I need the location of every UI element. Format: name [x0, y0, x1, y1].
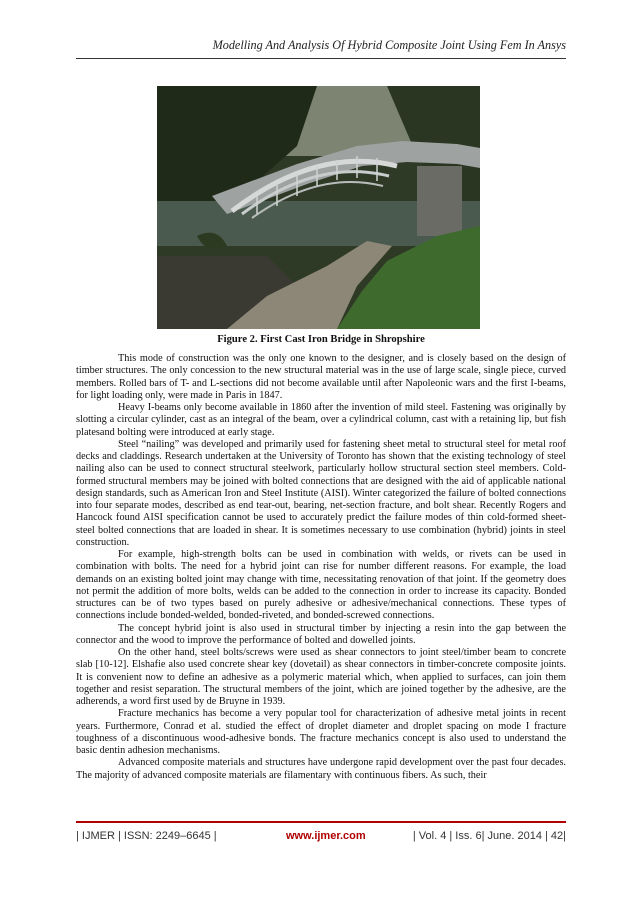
bridge-illustration	[157, 86, 480, 329]
body-text	[76, 353, 566, 782]
header-rule	[76, 58, 566, 59]
footer-website-link[interactable]: www.ijmer.com	[286, 830, 366, 842]
footer-volume-page: | Vol. 4 | Iss. 6| June. 2014 | 42|	[412, 830, 566, 842]
stone-abutment	[417, 166, 462, 236]
paragraph: Advanced composite materials and structures have undergone rapid development over the past four decades. The majority of advanced composite materials are filamentary with continuous fibers. As such, their	[76, 757, 566, 781]
paragraph: Steel “nailing” was developed and primarily used for fastening sheet metal to structural steel for metal roof decks and claddings. Research undertaken at the University of Toronto has shown that the existing technology of steel nailing also can be used to connect structural steelwork, particularly hollow structural section steel members. Cold-formed structural members may be joined with bolted connections that are designed with the aid of applicable national design standards, such as American Iron and Steel Institute (AISI). Winter categorized the failure of bolted connections into four separate modes, described as end tear-out, bearing, net-section fracture, and bolt shear. Recently Rogers and Hancock found AISI specification cannot be used to accurately predict the failure modes of thin cold-formed sheet-steel bolted connections that are loaded in shear. It is sometimes necessary to use combination (hybrid) joints in steel construction.	[76, 438, 566, 548]
paragraph: This mode of construction was the only one known to the designer, and is closely based on the design of timber structures. The only concession to the new structural material was in the use of large scale, single piece, curved members. Rolled bars of T- and L-sections did not become available until after Napoleonic wars and the first I-beams, for light loading only, were made in Paris in 1847.	[76, 353, 566, 401]
paragraph: For example, high-strength bolts can be used in combination with welds, or rivets can be used in combination with bolts. The need for a hybrid joint can rise for number different reasons. For example, the load demands on an existing bolted joint may change with time, necessitating renovation of that joint. If the geometry does not permit the addition of more bolts, welds can be added to the connection in order to increase its capacity. Bonded structures can be of two types based on purely adhesive or adhesive/mechanical connections. These types of connections include bonded-welded, bonded-riveted, and bonded-screwed connections.	[76, 549, 566, 622]
paragraph: On the other hand, steel bolts/screws were used as shear connectors to joint steel/timber beam to concrete slab [10-12]. Elshafie also used concrete shear key (dovetail) as shear connectors in timber-concrete composite joints. It is convenient now to define an adhesive as a polymeric material which, when applied to surfaces, can join them together and resist separation. The structural members of the joint, which are joined together by the adhesive, are the adherends, a word first used by de Bruyne in 1939.	[76, 647, 566, 707]
paragraph: Heavy I-beams only become available in 1860 after the invention of mild steel. Fastening was originally by slotting a circular cylinder, cast as an integral of the beam, over a cylindrical column, cast with a retaining lip, but fish platesand bolting were introduced at early stage.	[76, 402, 566, 438]
bridge-photo	[157, 86, 480, 329]
footer-rule	[76, 821, 566, 823]
figure-caption: Figure 2. First Cast Iron Bridge in Shropshire	[217, 334, 425, 345]
running-title: Modelling And Analysis Of Hybrid Composite Joint Using Fem In Ansys	[212, 38, 566, 52]
paragraph: Fracture mechanics has become a very popular tool for characterization of adhesive metal joints in recent years. Furthermore, Conrad et al. studied the effect of droplet diameter and droplet spacing on mode I fracture toughness of a discontinuous wood-adhesive bonds. The fracture mechanics concept is also used to understand the basic dentin adhesion mechanisms.	[76, 708, 566, 756]
paragraph: The concept hybrid joint is also used in structural timber by injecting a resin into the gap between the connector and the wood to improve the performance of bolted and dowelled joints.	[76, 622, 566, 646]
footer-journal-issn: | IJMER | ISSN: 2249–6645 |	[76, 830, 217, 842]
